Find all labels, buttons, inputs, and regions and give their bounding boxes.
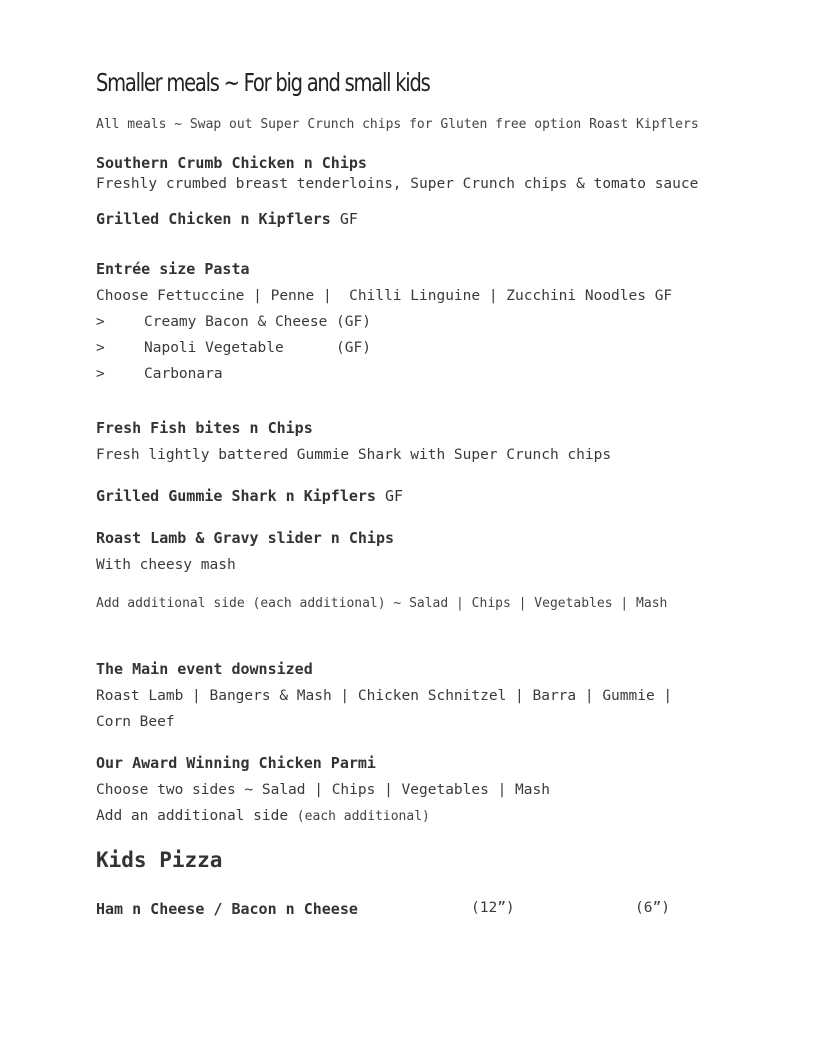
- item-main-event-name: The Main event downsized: [96, 660, 313, 678]
- item-lamb-slider-name: Roast Lamb & Gravy slider n Chips: [96, 529, 395, 547]
- pasta-option-label: Napoli Vegetable (GF): [144, 340, 371, 356]
- kids-pizza-heading: Kids Pizza: [96, 848, 223, 872]
- parmi-add-suffix: (each additional): [296, 809, 430, 824]
- item-lamb-slider-desc: With cheesy mash: [96, 557, 236, 573]
- parmi-add-side: [96, 808, 430, 824]
- gf-tag: GF: [385, 487, 404, 505]
- item-grilled-shark-name: Grilled Gummie Shark n Kipflers: [96, 487, 376, 505]
- pasta-choose: Choose Fettuccine | Penne | Chilli Linguine | Zucchini Noodles GF: [96, 288, 673, 304]
- intro-note: All meals ~ Swap out Super Crunch chips for Gluten free option Roast Kipflers: [96, 117, 699, 132]
- main-event-options: Roast Lamb | Bangers & Mash | Chicken Schnitzel | Barra | Gummie |: [96, 688, 673, 704]
- item-fish-bites-name: Fresh Fish bites n Chips: [96, 419, 313, 437]
- item-fish-bites-desc: Fresh lightly battered Gummie Shark with Super Crunch chips: [96, 447, 612, 463]
- parmi-add-prefix: Add an additional side: [96, 808, 297, 824]
- add-side-note: Add additional side (each additional) ~ Salad | Chips | Vegetables | Mash: [96, 596, 668, 611]
- pasta-option-marker: >: [96, 340, 105, 356]
- item-pasta-name: Entrée size Pasta: [96, 260, 250, 278]
- item-grilled-chicken: [96, 210, 358, 228]
- gf-tag: GF: [339, 210, 358, 228]
- pasta-option-marker: >: [96, 314, 105, 330]
- item-parmi-name: Our Award Winning Chicken Parmi: [96, 754, 376, 772]
- pizza-size-large: (12”): [471, 900, 515, 916]
- pizza-item-name: Ham n Cheese / Bacon n Cheese: [96, 900, 358, 918]
- item-grilled-shark: [96, 487, 403, 505]
- main-event-options-cont: Corn Beef: [96, 714, 175, 730]
- item-southern-crumb-desc: Freshly crumbed breast tenderloins, Super Crunch chips & tomato sauce: [96, 176, 699, 192]
- item-grilled-chicken-name: Grilled Chicken n Kipflers: [96, 210, 331, 228]
- pasta-option-label: Creamy Bacon & Cheese (GF): [144, 314, 371, 330]
- parmi-choose: Choose two sides ~ Salad | Chips | Vegetables | Mash: [96, 782, 550, 798]
- pasta-option-marker: >: [96, 366, 105, 382]
- pizza-size-small: (6”): [635, 900, 670, 916]
- item-southern-crumb-name: Southern Crumb Chicken n Chips: [96, 154, 367, 172]
- page-title: Smaller meals ~ For big and small kids: [96, 68, 430, 97]
- pasta-option-label: Carbonara: [144, 366, 223, 382]
